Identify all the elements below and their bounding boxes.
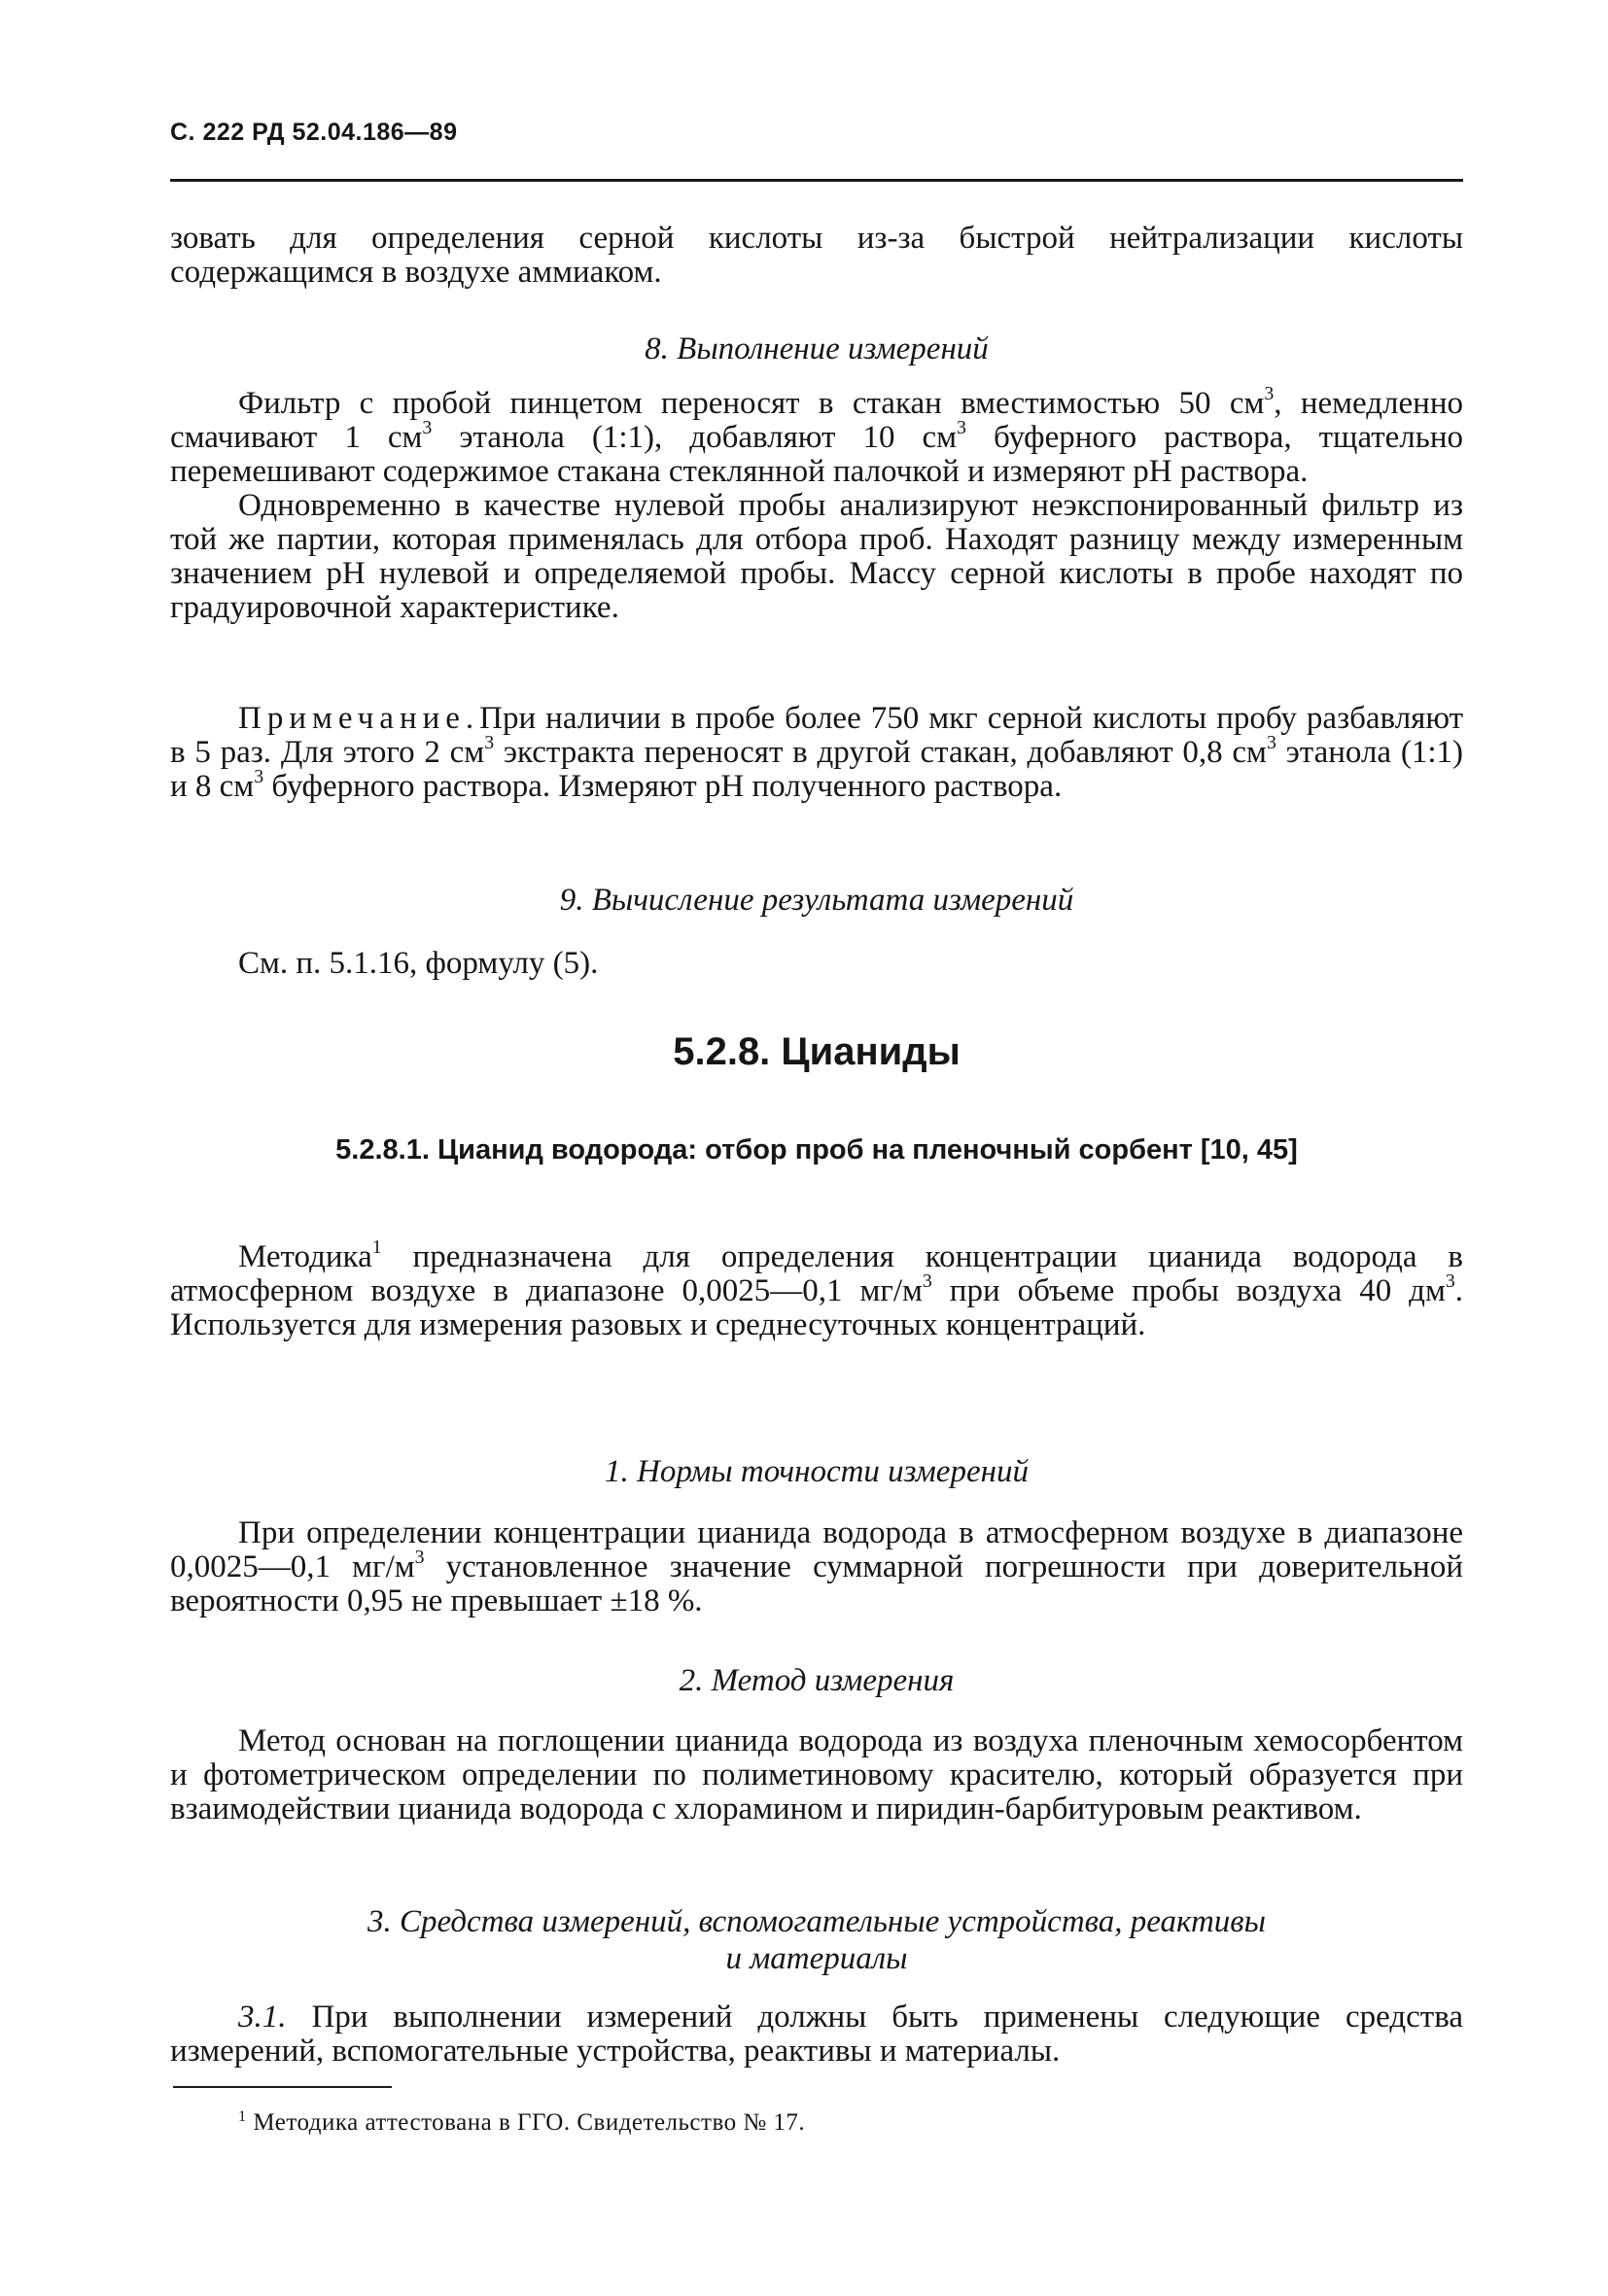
note-label: Примечание. xyxy=(238,701,480,736)
section-8-body xyxy=(170,383,1463,625)
section-3-paragraph: 3.1. При выполнении измерений должны быть применены следующие средства измерений, вспомогательные устройства, реактивы и материалы. xyxy=(170,2000,1463,2069)
section-2-body xyxy=(170,1724,1463,1826)
heading-cyanides: 5.2.8. Цианиды xyxy=(673,1030,961,1073)
section-9-paragraph: См. п. 5.1.16, формулу (5). xyxy=(238,946,599,981)
section-8-paragraph-2: Одновременно в качестве нулевой пробы анализируют неэкспонированный фильтр из той же партии, которая применялась для отбора проб. Находят разницу между измеренным значением pH нулевой и определяемой пробы. Массу серной кислоты в пробе находят по градуировочной характеристике. xyxy=(170,488,1463,625)
section-8-title: 8. Выполнение измерений xyxy=(645,331,989,366)
section-2-title: 2. Метод измерения xyxy=(679,1663,955,1698)
cyanides-paragraph: Методика$^1$ предназначена для определения концентрации цианида водорода в атмосферном воздухе в диапазоне 0,0025—0,1 $мг/м^3$ при объеме пробы воздуха 40 $дм^3$. Используется для измерения разовых и среднесуточных концентраций. xyxy=(170,1236,1463,1342)
item-number: 3.1. xyxy=(238,2000,287,2035)
intro-block xyxy=(170,222,1463,290)
section-8-paragraph-1: Фильтр с пробой пинцетом переносят в стакан вместимостью 50 $см^3$, немедленно смачивают 1 $см^3$ этанола (1:1), добавляют 10 $см^3$ буферного раствора, тщательно перемешивают содержимое стакана стеклянной палочкой и измеряют pH раствора. xyxy=(170,383,1463,489)
note-paragraph: Примечание.При наличии в пробе более 750 мкг серной кислоты пробу разбавляют в 5 раз. Для этого 2 $см^3$ экстракта переносят в другой стакан, добавляют 0,8 $см^3$ этанола (1:1) и 8 $см^3$ буферного раствора. Измеряют pH полученного раствора. xyxy=(170,701,1463,804)
footnote-ref: 1 xyxy=(371,1236,382,1259)
section-3-body xyxy=(170,2000,1463,2069)
footnote-rule xyxy=(173,2086,392,2088)
footnote: $^1$ Методика аттестована в ГГО. Свидетельство № 17. xyxy=(238,2107,806,2136)
header-rule xyxy=(170,179,1463,182)
section-1-paragraph: При определении концентрации цианида водорода в атмосферном воздухе в диапазоне 0,0025—0,1 $мг/м^3$ установленное значение суммарной погрешности при доверительной вероятности 0,95 не превышает ±18 %. xyxy=(170,1515,1463,1618)
section-1-body xyxy=(170,1516,1463,1618)
section-3-title: 3. Средства измерений, вспомогательные устройства, реактивы и материалы xyxy=(367,1904,1266,1976)
running-head: С. 222 РД 52.04.186—89 xyxy=(170,119,458,146)
subheading-hydrogen-cyanide: 5.2.8.1. Цианид водорода: отбор проб на пленочный сорбент [10, 45] xyxy=(335,1134,1298,1165)
section-1-title: 1. Нормы точности измерений xyxy=(605,1454,1029,1489)
cyanides-body xyxy=(170,1236,1463,1342)
note-block xyxy=(170,702,1463,804)
section-9-title: 9. Вычисление результата измерений xyxy=(559,883,1074,918)
document-page xyxy=(170,0,1463,2296)
section-9-body xyxy=(170,947,1463,981)
intro-paragraph: зовать для определения серной кислоты из-за быстрой нейтрализации кислоты содержащимся в воздухе аммиаком. xyxy=(170,221,1463,290)
section-2-paragraph: Метод основан на поглощении цианида водорода из воздуха пленочным хемосорбентом и фотометрическом определении по полиметиновому красителю, который образуется при взаимодействии цианида водорода с хлорамином и пиридин-барбитуровым реактивом. xyxy=(170,1723,1463,1826)
